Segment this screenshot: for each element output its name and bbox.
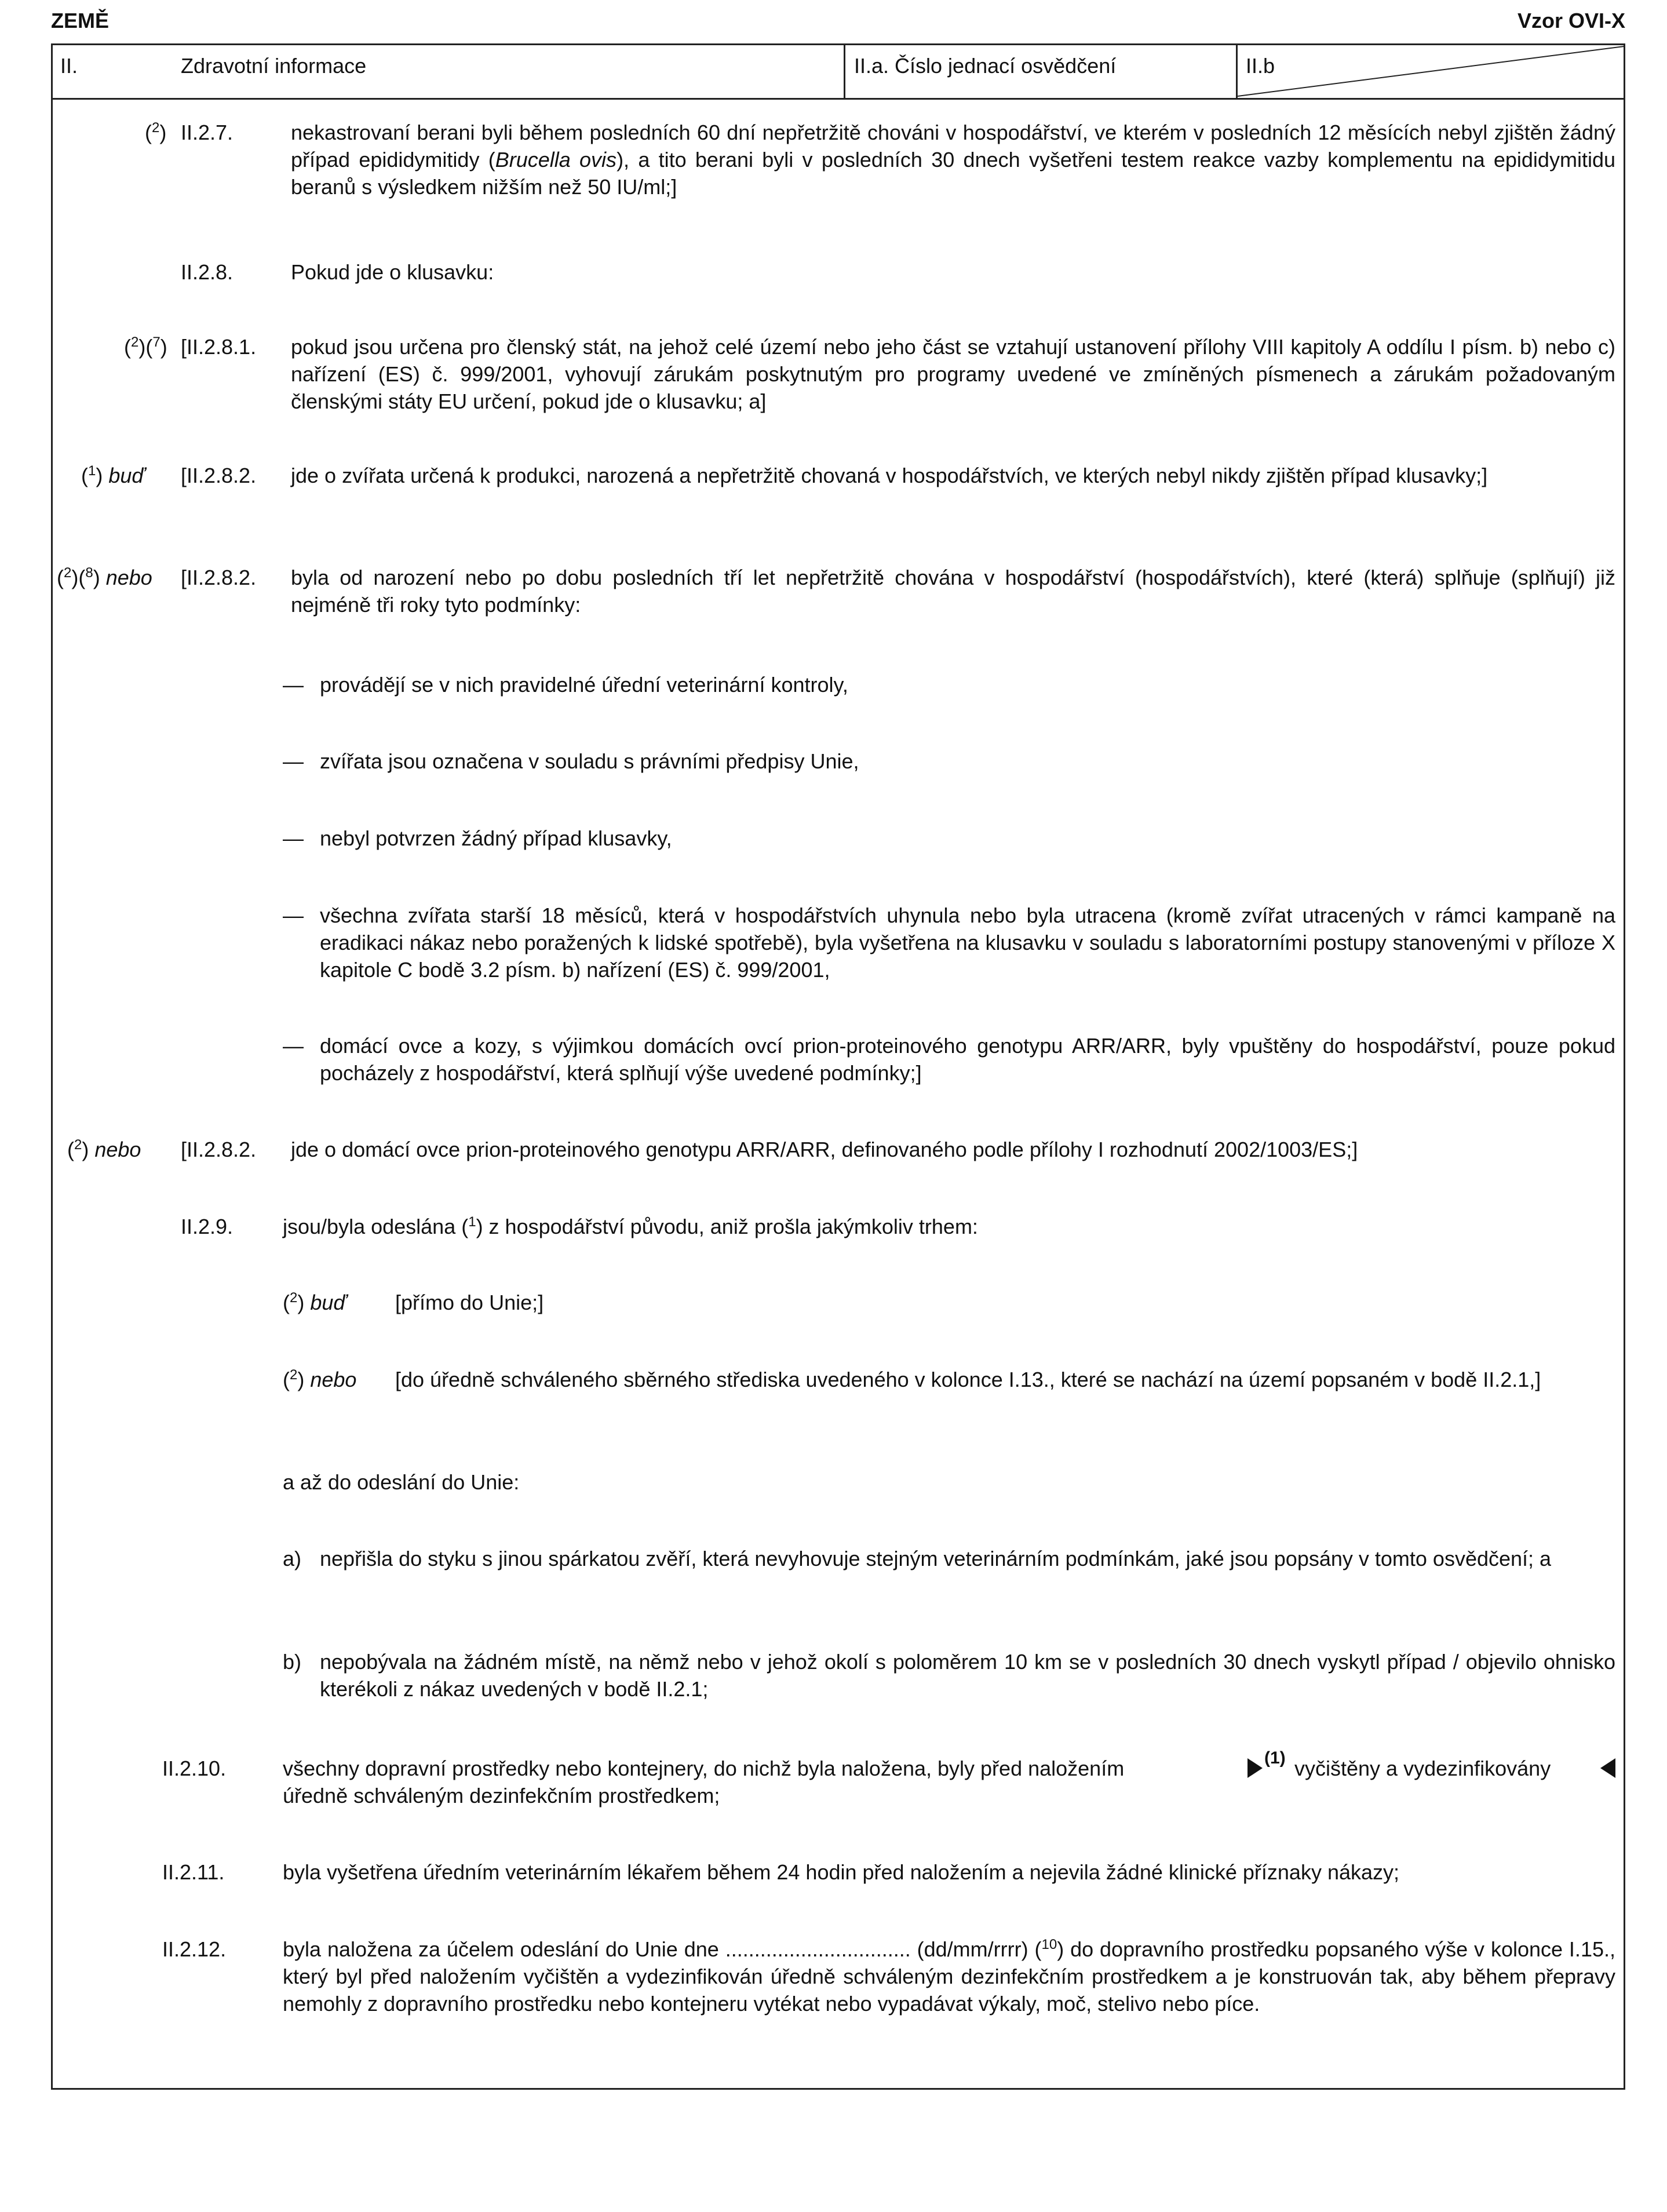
paragraph-number: II.2.10. xyxy=(162,1757,227,1780)
amendment-marker: (1) xyxy=(1264,1748,1286,1768)
list-item: nebyl potvrzen žádný případ klusavky, xyxy=(320,826,672,850)
paragraph-number: [II.2.8.2. xyxy=(181,464,257,487)
dash-bullet: — xyxy=(283,826,304,850)
footnote-ref: ($^2$) xyxy=(145,120,167,144)
footnote-ref: ($^2$) buď xyxy=(283,1290,346,1314)
list-item: všechna zvířata starší 18 měsíců, která v hospodářstvích uhynula nebo byla utracena (kromě zvířat utracených v rámci kampaně na eradikaci nákaz nebo poražených k lidské spotřebě), byla vyšetřena na klusavku v souladu s laboratorními postupy stanovenými v příloze X kapitole C bodě 3.2 písm. b) nařízení (ES) č. 999/2001, xyxy=(320,903,1615,982)
header-iib: II.b xyxy=(1246,54,1275,78)
paragraph-text: byla od narození nebo po dobu posledních tří let nepřetržitě chována v hospodářství (hospodářstvích), které (která) splňuje (splňují) již nejméně tři roky tyto podmínky: xyxy=(291,566,1615,617)
paragraph-text: nekastrovaní berani byli během posledních 60 dní nepřetržitě chováni v hospodářství, ve kterém v posledních 12 měsících nebyl zjištěn žádný případ epididymitidy (Brucella ovis), a tito berani byli v posledních 30 dnech vyšetřeni testem reakce vazby komplementu na epididymitidu beranů s výsledkem nižším než 50 IU/ml;] xyxy=(291,121,1615,199)
list-item: nepobývala na žádném místě, na němž nebo v jehož okolí s poloměrem 10 km se v posledních 30 dnech vyskytl případ / objevilo ohnisko kterékoli z nákaz uvedených v bodě II.2.1; xyxy=(320,1650,1615,1701)
list-item: zvířata jsou označena v souladu s právními předpisy Unie, xyxy=(320,749,859,773)
footnote-ref: ($^1$) buď xyxy=(81,463,145,487)
paragraph-text: jsou/byla odeslána ($^1$) z hospodářství původu, aniž prošla jakýmkoliv trhem: xyxy=(283,1214,978,1238)
footnote-ref: ($^2$) nebo xyxy=(67,1137,141,1161)
header-col-divider-1 xyxy=(844,43,845,100)
footnote-ref: ($^2$) nebo xyxy=(283,1367,357,1391)
header-divider xyxy=(51,98,1625,100)
paragraph-number: [II.2.8.2. xyxy=(181,566,257,589)
header-diagonal-line xyxy=(1238,45,1624,97)
paragraph-number: II.2.7. xyxy=(181,121,234,144)
amendment-start-icon xyxy=(1247,1758,1263,1778)
header-reference-number: II.a. Číslo jednací osvědčení xyxy=(854,54,1117,78)
dash-bullet: — xyxy=(283,903,304,927)
dash-bullet: — xyxy=(283,673,304,697)
paragraph-text: pokud jsou určena pro členský stát, na jehož celé území nebo jeho část se vztahují ustanovení přílohy VIII kapitoly A oddílu I písm. b) nebo c) nařízení (ES) č. 999/2001, vyhovují zárukám poskytnutým pro programy uvedené ve zmíněných písmenech a zárukám požadovaným členskými státy EU určení, pokud jde o klusavku; a] xyxy=(291,335,1615,413)
paragraph-number: [II.2.8.2. xyxy=(181,1138,257,1161)
country-label: ZEMĚ xyxy=(51,9,110,32)
paragraph-text: a až do odeslání do Unie: xyxy=(283,1470,520,1494)
header-section-title: Zdravotní informace xyxy=(181,54,367,78)
paragraph-number: II.2.9. xyxy=(181,1215,234,1238)
paragraph-number: II.2.11. xyxy=(162,1860,225,1884)
list-label: b) xyxy=(283,1650,302,1674)
paragraph-number: II.2.12. xyxy=(162,1937,227,1961)
option-text: [do úředně schváleného sběrného střediska uvedeného v kolonce I.13., které se nachází na území popsaném v bodě II.2.1,] xyxy=(395,1368,1541,1391)
paragraph-text: jde o domácí ovce prion-proteinového genotypu ARR/ARR, definovaného podle přílohy I rozhodnutí 2002/1003/ES;] xyxy=(291,1138,1358,1161)
paragraph-text: vyčištěny a vydezinfikovány xyxy=(1294,1757,1551,1780)
paragraph-text: všechny dopravní prostředky nebo kontejnery, do nichž byla naložena, byly před naložením xyxy=(283,1757,1125,1780)
paragraph-text: jde o zvířata určená k produkci, narozená a nepřetržitě chovaná v hospodářstvích, ve kterých nebyl nikdy zjištěn případ klusavky;] xyxy=(291,464,1488,487)
list-item: provádějí se v nich pravidelné úřední veterinární kontroly, xyxy=(320,673,848,697)
list-label: a) xyxy=(283,1547,302,1570)
dash-bullet: — xyxy=(283,1034,304,1058)
paragraph-number: II.2.8. xyxy=(181,260,234,284)
footnote-ref: ($^2$)($^8$) nebo xyxy=(57,565,152,589)
header-section-number: II. xyxy=(60,54,78,78)
paragraph-text: úředně schváleným dezinfekčním prostředkem; xyxy=(283,1784,720,1808)
amendment-end-icon xyxy=(1600,1758,1615,1778)
dash-bullet: — xyxy=(283,749,304,773)
option-text: [přímo do Unie;] xyxy=(395,1291,544,1314)
paragraph-number: [II.2.8.1. xyxy=(181,335,257,359)
model-label: Vzor OVI-X xyxy=(1517,9,1625,32)
list-item: domácí ovce a kozy, s výjimkou domácích ovcí prion-proteinového genotypu ARR/ARR, byly vpuštěny do hospodářství, pouze pokud pocházely z hospodářství, která splňují výše uvedené podmínky;] xyxy=(320,1034,1615,1085)
paragraph-text: byla naložena za účelem odeslání do Unie dne ................................ (dd/mm/rrrr) ($^{10}$) do dopravního prostředku popsaného výše v kolonce I.15., který byl před naložením vyčištěn a vydezinfikován úředně schváleným dezinfekčním prostředkem a je konstruován tak, aby během přepravy nemohly z dopravního prostředku nebo kontejneru vytékat nebo vypadávat výkaly, moč, stelivo nebo píce. xyxy=(283,1937,1615,2016)
paragraph-text: Pokud jde o klusavku: xyxy=(291,260,494,284)
paragraph-text: byla vyšetřena úředním veterinárním lékařem během 24 hodin před naložením a nejevila žádné klinické příznaky nákazy; xyxy=(283,1860,1400,1884)
list-item: nepřišla do styku s jinou spárkatou zvěří, která nevyhovuje stejným veterinárním podmínkám, jaké jsou popsány v tomto osvědčení; a xyxy=(320,1547,1552,1570)
footnote-ref: ($^2$)($^7$) xyxy=(124,334,167,359)
